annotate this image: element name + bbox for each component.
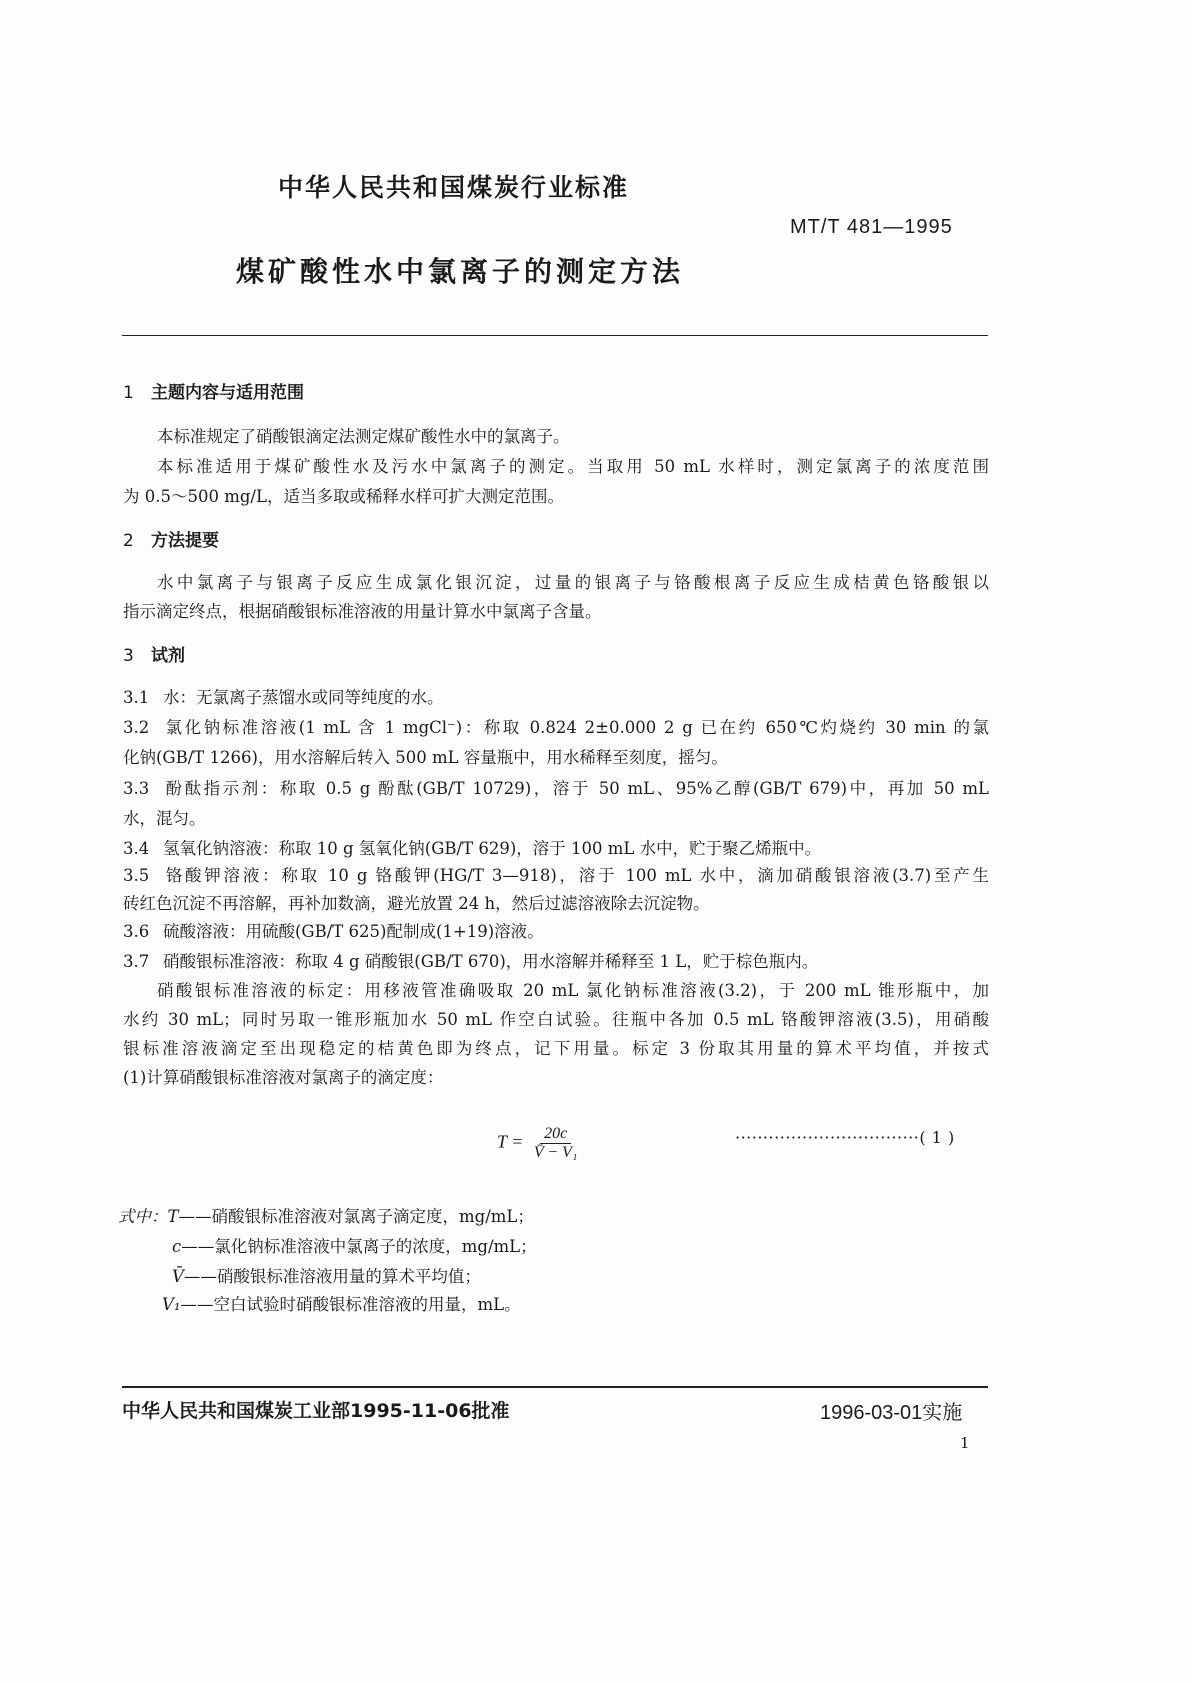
effective-date: 1996-03-01实施 xyxy=(820,1402,963,1424)
page-number: 1 xyxy=(960,1434,970,1452)
s1-p1: 本标准规定了硝酸银滴定法测定煤矿酸性水中的氯离子。 xyxy=(157,427,570,446)
where-vbar: V̄——硝酸银标准溶液用量的算术平均值； xyxy=(172,1267,481,1286)
item-3-3-cont: 水，混匀。 xyxy=(123,809,206,828)
doc-title: 煤矿酸性水中氯离子的测定方法 xyxy=(236,255,685,288)
standard-code: MT/T 481—1995 xyxy=(790,216,953,238)
header-rule xyxy=(122,335,988,336)
item-3-7: 3.7 硝酸银标准溶液：称取 4 g 硝酸银(GB/T 670)，用水溶解并稀释至 1 L，贮于棕色瓶内。 xyxy=(123,952,819,971)
item-3-2: 3.2 氯化钠标准溶液(1 mL 含 1 mgCl⁻)：称取 0.824 2±0.000 2 g 已在约 650℃灼烧约 30 min 的氯 xyxy=(123,718,989,737)
item-3-5-cont: 砖红色沉淀不再溶解，再补加数滴，避光放置 24 h，然后过滤溶液除去沉淀物。 xyxy=(123,894,710,913)
s2-p1b: 指示滴定终点，根据硝酸银标准溶液的用量计算水中氯离子含量。 xyxy=(123,602,602,621)
item-3-3: 3.3 酚酞指示剂：称取 0.5 g 酚酞(GB/T 10729)，溶于 50 mL、95%乙醇(GB/T 679)中，再加 50 mL xyxy=(123,779,989,798)
section-1-heading: 1 主题内容与适用范围 xyxy=(123,383,304,403)
approval-text: 中华人民共和国煤炭工业部1995-11-06批准 xyxy=(122,1400,510,1422)
item-3-2-cont: 化钠(GB/T 1266)，用水溶解后转入 500 mL 容量瓶中，用水稀释至刻度，摇匀。 xyxy=(123,748,728,767)
calibration-line-4: (1)计算硝酸银标准溶液对氯离子的滴定度： xyxy=(123,1068,444,1087)
org-title: 中华人民共和国煤炭行业标准 xyxy=(278,173,630,202)
footer-rule xyxy=(122,1386,988,1388)
where-v1: V₁——空白试验时硝酸银标准溶液的用量，mL。 xyxy=(162,1295,521,1314)
calibration-line-3: 银标准溶液滴定至出现稳定的桔黄色即为终点，记下用量。标定 3 份取其用量的算术平均值，并按式 xyxy=(123,1039,989,1058)
calibration-line-1: 硝酸银标准溶液的标定：用移液管准确吸取 20 mL 氯化钠标准溶液(3.2)，于 200 mL 锥形瓶中，加 xyxy=(157,981,989,1000)
section-3-heading: 3 试剂 xyxy=(123,646,185,666)
formula-number: ·································( 1 ) xyxy=(735,1128,955,1147)
where-T: 式中：T——硝酸银标准溶液对氯离子滴定度，mg/mL； xyxy=(118,1207,534,1226)
s1-p2a: 本标准适用于煤矿酸性水及污水中氯离子的测定。当取用 50 mL 水样时，测定氯离子的浓度范围 xyxy=(157,457,989,476)
formula-1: T = $\frac{20c}{\text{V̄ − V₁}}$ xyxy=(497,1125,578,1161)
item-3-5: 3.5 铬酸钾溶液：称取 10 g 铬酸钾(HG/T 3—918)，溶于 100 mL 水中，滴加硝酸银溶液(3.7)至产生 xyxy=(123,866,989,885)
s2-p1a: 水中氯离子与银离子反应生成氯化银沉淀，过量的银离子与铬酸根离子反应生成桔黄色铬酸银以 xyxy=(157,573,989,592)
s1-p2b: 为 0.5～500 mg/L，适当多取或稀释水样可扩大测定范围。 xyxy=(123,487,564,506)
item-3-1: 3.1 水：无氯离子蒸馏水或同等纯度的水。 xyxy=(123,688,444,707)
item-3-4: 3.4 氢氧化钠溶液：称取 10 g 氢氧化钠(GB/T 629)，溶于 100 mL 水中，贮于聚乙烯瓶中。 xyxy=(123,839,822,858)
item-3-6: 3.6 硫酸溶液：用硫酸(GB/T 625)配制成(1+19)溶液。 xyxy=(123,922,544,941)
where-c: c——氯化钠标准溶液中氯离子的浓度，mg/mL； xyxy=(172,1237,537,1256)
calibration-line-2: 水约 30 mL；同时另取一锥形瓶加水 50 mL 作空白试验。往瓶中各加 0.5 mL 铬酸钾溶液(3.5)，用硝酸 xyxy=(123,1010,989,1029)
section-2-heading: 2 方法提要 xyxy=(123,531,219,551)
